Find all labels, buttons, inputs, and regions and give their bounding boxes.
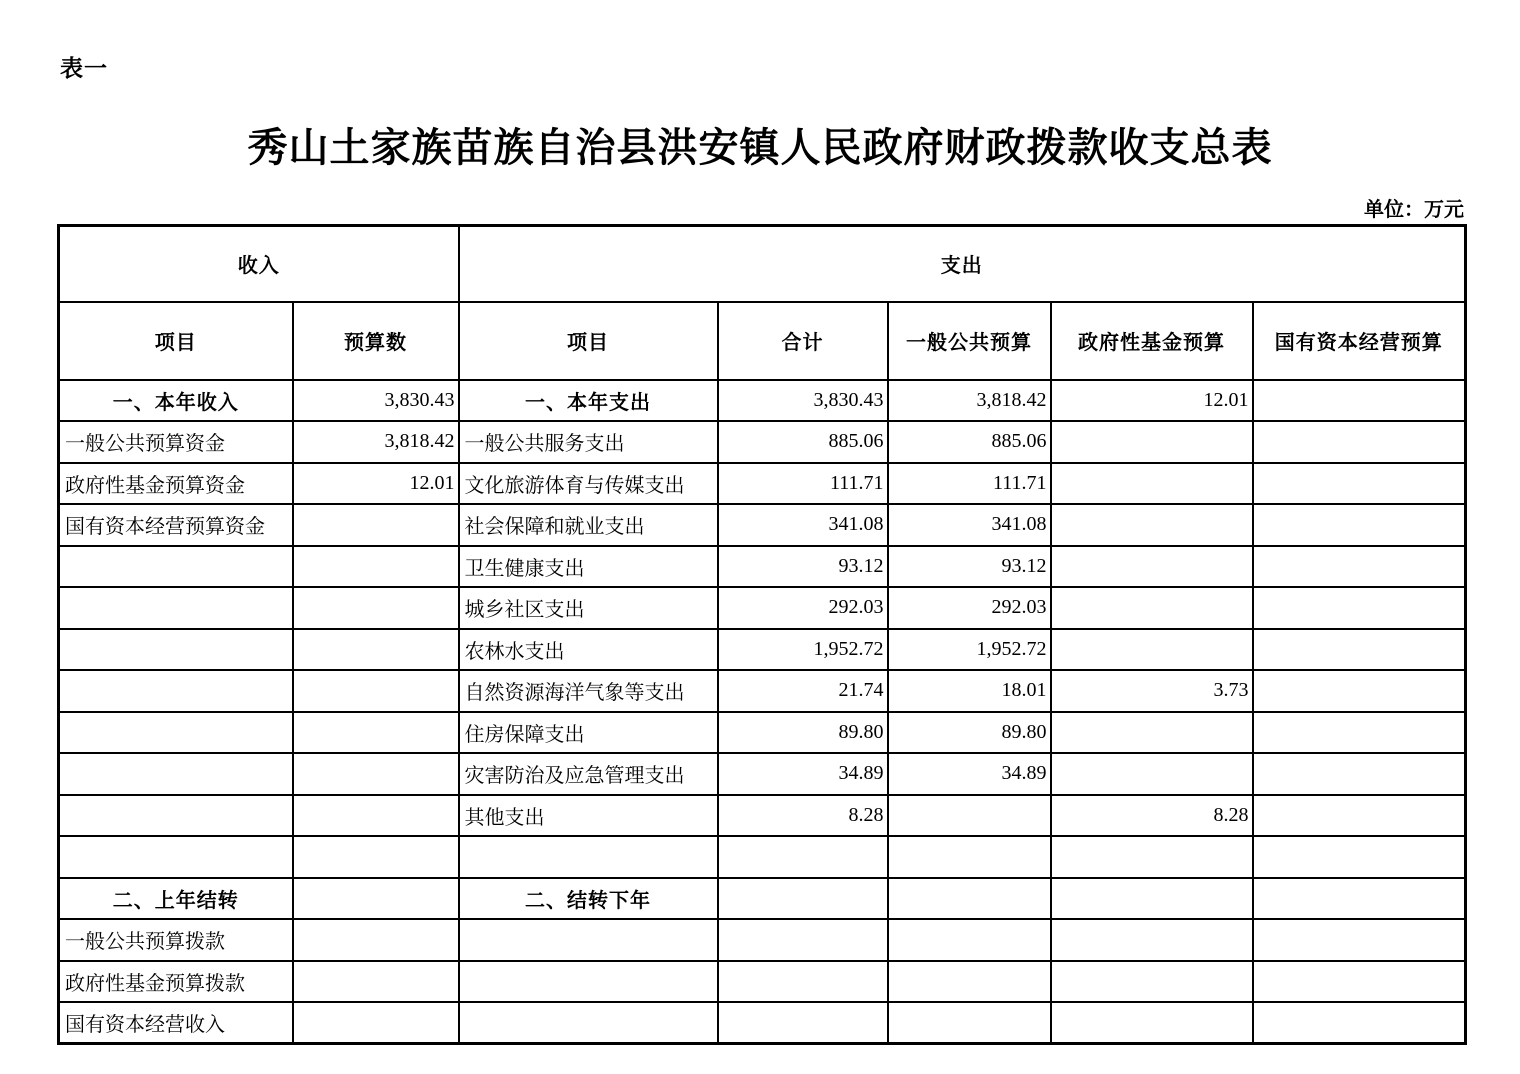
expense-total-cell	[718, 836, 888, 878]
income-budget-cell	[293, 670, 459, 712]
expense-state-capital-cell	[1253, 504, 1466, 546]
table-row	[59, 546, 1466, 588]
expense-state-capital-cell	[1253, 795, 1466, 837]
expense-general-public-cell: 885.06	[888, 421, 1051, 463]
income-budget-cell: 3,818.42	[293, 421, 459, 463]
expense-gov-fund-cell	[1051, 878, 1253, 920]
income-budget-cell	[293, 753, 459, 795]
expense-general-public-cell: 93.12	[888, 546, 1051, 588]
expense-state-capital-cell	[1253, 463, 1466, 505]
income-item-cell	[59, 629, 293, 671]
table-row	[59, 670, 1466, 712]
expense-item-cell: 一、本年支出	[459, 380, 718, 422]
income-item-cell	[59, 670, 293, 712]
state-capital-budget-header: 国有资本经营预算	[1253, 302, 1466, 380]
expense-general-public-cell	[888, 919, 1051, 961]
table-row	[59, 795, 1466, 837]
table-body	[59, 380, 1466, 1044]
income-budget-header: 预算数	[293, 302, 459, 380]
expense-general-public-cell: 34.89	[888, 753, 1051, 795]
table-row	[59, 961, 1466, 1003]
general-public-budget-header: 一般公共预算	[888, 302, 1051, 380]
section-header-row	[59, 226, 1466, 302]
income-item-cell: 国有资本经营预算资金	[59, 504, 293, 546]
table-row	[59, 753, 1466, 795]
table-row	[59, 712, 1466, 754]
expense-general-public-cell: 292.03	[888, 587, 1051, 629]
expense-state-capital-cell	[1253, 836, 1466, 878]
expense-item-cell: 灾害防治及应急管理支出	[459, 753, 718, 795]
expense-general-public-cell	[888, 1002, 1051, 1044]
expense-state-capital-cell	[1253, 753, 1466, 795]
income-budget-cell	[293, 836, 459, 878]
table-row	[59, 587, 1466, 629]
expense-item-cell: 城乡社区支出	[459, 587, 718, 629]
expense-general-public-cell: 89.80	[888, 712, 1051, 754]
expense-total-cell	[718, 1002, 888, 1044]
expense-state-capital-cell	[1253, 670, 1466, 712]
income-budget-cell	[293, 587, 459, 629]
expense-state-capital-cell	[1253, 878, 1466, 920]
expense-state-capital-cell	[1253, 587, 1466, 629]
expense-item-cell: 自然资源海洋气象等支出	[459, 670, 718, 712]
expense-general-public-cell	[888, 795, 1051, 837]
expense-gov-fund-cell	[1051, 836, 1253, 878]
expense-state-capital-cell	[1253, 546, 1466, 588]
table-row	[59, 919, 1466, 961]
total-header: 合计	[718, 302, 888, 380]
income-budget-cell	[293, 1002, 459, 1044]
expense-item-cell	[459, 836, 718, 878]
income-item-cell	[59, 712, 293, 754]
expense-total-cell	[718, 878, 888, 920]
expense-general-public-cell	[888, 878, 1051, 920]
page-title: 秀山土家族苗族自治县洪安镇人民政府财政拨款收支总表	[247, 125, 1273, 170]
expense-item-cell: 住房保障支出	[459, 712, 718, 754]
expense-item-cell: 文化旅游体育与传媒支出	[459, 463, 718, 505]
expense-total-cell: 89.80	[718, 712, 888, 754]
income-item-cell: 政府性基金预算拨款	[59, 961, 293, 1003]
expense-general-public-cell	[888, 836, 1051, 878]
expense-total-cell: 885.06	[718, 421, 888, 463]
table-row	[59, 878, 1466, 920]
expense-total-cell: 34.89	[718, 753, 888, 795]
table-row	[59, 1002, 1466, 1044]
expense-state-capital-cell	[1253, 712, 1466, 754]
expense-gov-fund-cell	[1051, 753, 1253, 795]
budget-table-container	[57, 224, 1467, 1045]
expense-item-cell	[459, 919, 718, 961]
expense-gov-fund-cell	[1051, 587, 1253, 629]
income-item-cell: 国有资本经营收入	[59, 1002, 293, 1044]
income-item-cell	[59, 753, 293, 795]
expense-total-cell: 93.12	[718, 546, 888, 588]
expense-gov-fund-cell	[1051, 463, 1253, 505]
income-item-cell: 一般公共预算资金	[59, 421, 293, 463]
expense-total-cell	[718, 919, 888, 961]
income-item-cell	[59, 587, 293, 629]
expense-gov-fund-cell: 3.73	[1051, 670, 1253, 712]
expense-state-capital-cell	[1253, 961, 1466, 1003]
expense-gov-fund-cell	[1051, 546, 1253, 588]
expense-item-header: 项目	[459, 302, 718, 380]
income-item-cell	[59, 836, 293, 878]
expense-gov-fund-cell	[1051, 919, 1253, 961]
income-budget-cell	[293, 546, 459, 588]
income-item-cell	[59, 546, 293, 588]
income-budget-cell	[293, 795, 459, 837]
expense-total-cell: 21.74	[718, 670, 888, 712]
expense-general-public-cell	[888, 961, 1051, 1003]
expense-state-capital-cell	[1253, 919, 1466, 961]
expense-total-cell: 8.28	[718, 795, 888, 837]
income-budget-cell: 12.01	[293, 463, 459, 505]
budget-table	[57, 224, 1467, 1045]
income-item-cell: 二、上年结转	[59, 878, 293, 920]
income-item-cell: 一、本年收入	[59, 380, 293, 422]
expense-total-cell	[718, 961, 888, 1003]
expense-total-cell: 111.71	[718, 463, 888, 505]
income-budget-cell	[293, 504, 459, 546]
expense-general-public-cell: 341.08	[888, 504, 1051, 546]
expense-section-header: 支出	[459, 226, 1466, 302]
expense-total-cell: 292.03	[718, 587, 888, 629]
income-budget-cell	[293, 961, 459, 1003]
table-row	[59, 463, 1466, 505]
income-budget-cell: 3,830.43	[293, 380, 459, 422]
expense-item-cell: 社会保障和就业支出	[459, 504, 718, 546]
income-item-cell: 一般公共预算拨款	[59, 919, 293, 961]
expense-general-public-cell: 111.71	[888, 463, 1051, 505]
gov-fund-budget-header: 政府性基金预算	[1051, 302, 1253, 380]
expense-item-cell: 二、结转下年	[459, 878, 718, 920]
expense-state-capital-cell	[1253, 629, 1466, 671]
income-section-header: 收入	[59, 226, 459, 302]
income-budget-cell	[293, 712, 459, 754]
expense-total-cell: 3,830.43	[718, 380, 888, 422]
expense-gov-fund-cell: 12.01	[1051, 380, 1253, 422]
income-budget-cell	[293, 629, 459, 671]
expense-state-capital-cell	[1253, 421, 1466, 463]
expense-item-cell: 卫生健康支出	[459, 546, 718, 588]
expense-item-cell	[459, 1002, 718, 1044]
expense-gov-fund-cell	[1051, 1002, 1253, 1044]
expense-general-public-cell: 3,818.42	[888, 380, 1051, 422]
unit-note: 单位：万元	[1364, 199, 1464, 221]
column-header-row	[59, 302, 1466, 380]
income-item-cell: 政府性基金预算资金	[59, 463, 293, 505]
table-row	[59, 629, 1466, 671]
table-number-label: 表一	[60, 55, 108, 81]
expense-gov-fund-cell: 8.28	[1051, 795, 1253, 837]
income-item-cell	[59, 795, 293, 837]
table-row	[59, 504, 1466, 546]
expense-item-cell: 农林水支出	[459, 629, 718, 671]
income-item-header: 项目	[59, 302, 293, 380]
table-row	[59, 380, 1466, 422]
expense-gov-fund-cell	[1051, 961, 1253, 1003]
expense-item-cell	[459, 961, 718, 1003]
expense-total-cell: 1,952.72	[718, 629, 888, 671]
income-budget-cell	[293, 878, 459, 920]
expense-gov-fund-cell	[1051, 421, 1253, 463]
expense-item-cell: 其他支出	[459, 795, 718, 837]
expense-general-public-cell: 18.01	[888, 670, 1051, 712]
table-row	[59, 836, 1466, 878]
expense-gov-fund-cell	[1051, 629, 1253, 671]
expense-item-cell: 一般公共服务支出	[459, 421, 718, 463]
expense-gov-fund-cell	[1051, 504, 1253, 546]
expense-state-capital-cell	[1253, 1002, 1466, 1044]
expense-total-cell: 341.08	[718, 504, 888, 546]
expense-gov-fund-cell	[1051, 712, 1253, 754]
expense-general-public-cell: 1,952.72	[888, 629, 1051, 671]
expense-state-capital-cell	[1253, 380, 1466, 422]
table-row	[59, 421, 1466, 463]
income-budget-cell	[293, 919, 459, 961]
